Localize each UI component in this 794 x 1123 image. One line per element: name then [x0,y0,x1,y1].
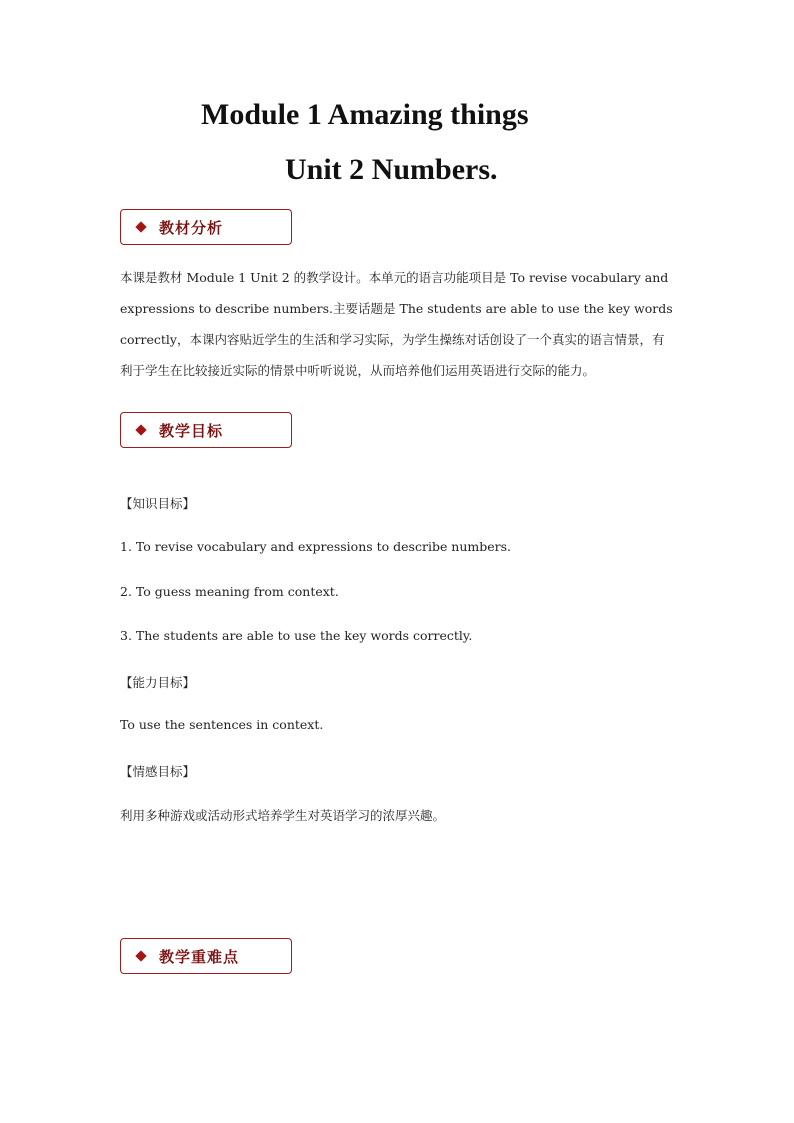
section-header-shadow [280,442,306,452]
analysis-paragraph: 本课是教材 Module 1 Unit 2 的教学设计。本单元的语言功能项目是 To revise vocabulary and expressions to describe numbers.主要话题是 The students are able to use the key words correctly，本课内容贴近学生的生活和学习实际，为学生操练对话创设了一个真实的语言情景，有利于学生在比较接近实际的情景中听听说说，从而培养他们运用英语进行交际的能力。 [120,270,673,378]
knowledge-objectives-heading: 【知识目标】 [120,496,196,511]
diamond-icon [135,424,146,435]
emotion-objectives-heading: 【情感目标】 [120,764,196,779]
emotion-objective-text: 利用多种游戏或活动形式培养学生对英语学习的浓厚兴趣。 [120,808,446,823]
page-subtitle: Unit 2 Numbers. [285,153,498,186]
section-header-label: 教学目标 [159,421,224,440]
ability-objectives-heading: 【能力目标】 [120,675,196,690]
knowledge-objective-item: 3. The students are able to use the key words correctly. [120,628,473,643]
section-header-objectives [120,412,292,448]
ability-objective-text: To use the sentences in context. [120,717,324,732]
knowledge-objective-item: 1. To revise vocabulary and expressions to describe numbers. [120,539,512,554]
diamond-icon [135,950,146,961]
section-header-shadow [280,239,306,249]
diamond-icon [135,221,146,232]
knowledge-objective-item: 2. To guess meaning from context. [120,584,339,599]
section-header-label: 教学重难点 [159,947,240,966]
section-header-key-points [120,938,292,974]
section-header-shadow [280,968,306,978]
page-title: Module 1 Amazing things [201,98,529,131]
section-header-analysis [120,209,292,245]
section-header-label: 教材分析 [159,218,224,237]
